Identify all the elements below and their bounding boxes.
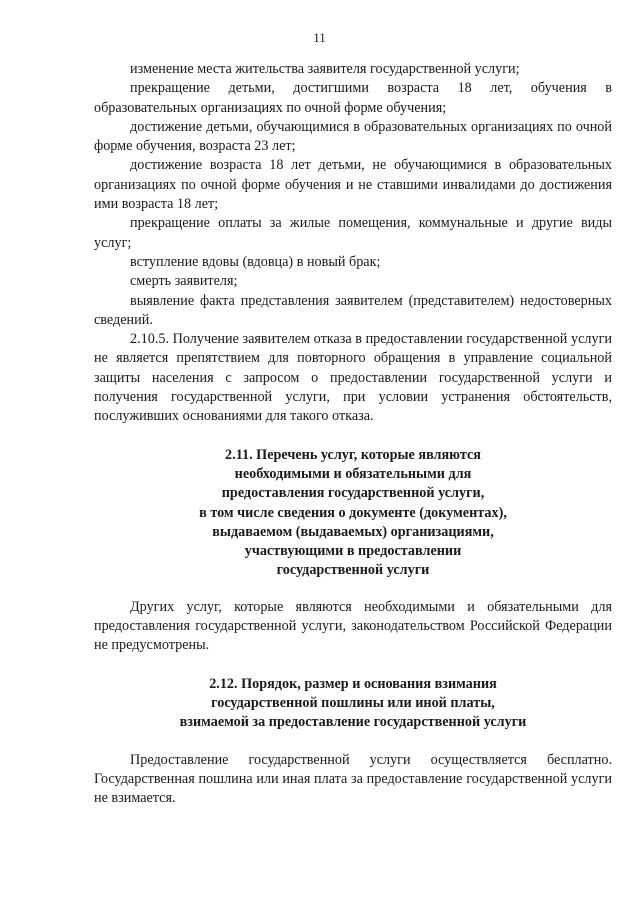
heading-line: 2.11. Перечень услуг, которые являются [225,446,481,463]
heading-line: взимаемой за предоставление государственной услуги [179,714,527,731]
section-body-2-12: Предоставление государственной услуги осуществляется бесплатно. Государственная пошлина или иная плата за предоставление государственной услуги не взимается. [94,751,612,807]
paragraph: изменение места жительства заявителя государственной услуги; [130,61,520,77]
paragraph: 2.10.5. Получение заявителем отказа в предоставлении государственной услуги не является препятствием для повторного обращения в управление социальной защиты населения с запросом о предоставлении государственной услуги и получения государственной услуги, при условии устранения обстоятельств, послуживших основаниями для такого отказа. [94,331,612,425]
heading-line: 2.12. Порядок, размер и основания взимания [209,675,497,692]
page-number: 11 [313,30,326,45]
heading-line: необходимыми и обязательными для [234,465,472,482]
paragraph: достижение возраста 18 лет детьми, не обучающимися в образовательных организациях по очной форме обучения и не ставшими инвалидами до достижения ими возраста 18 лет; [94,157,612,213]
heading-line: предоставления государственной услуги, [221,485,485,502]
paragraph: прекращение детьми, достигшими возраста 18 лет, обучения в образовательных организациях по очной форме обучения; [94,80,612,116]
section-heading-2-12 [94,675,612,733]
heading-line: государственной пошлины или иной платы, [211,694,495,711]
document-body [94,60,612,808]
paragraph: вступление вдовы (вдовца) в новый брак; [130,253,381,270]
heading-line: в том числе сведения о документе (документах), [199,504,507,521]
heading-line: государственной услуги [276,562,430,579]
paragraph: смерть заявителя; [130,273,238,290]
paragraph: выявление факта представления заявителем (представителем) недостоверных сведений. [94,292,612,328]
paragraph: достижение детьми, обучающимися в образовательных организациях по очной форме обучения, возраста 23 лет; [94,118,612,155]
section-body-2-11: Других услуг, которые являются необходимыми и обязательными для предоставления государственной услуги, законодательством Российской Федерации не предусмотрены. [94,598,612,654]
paragraph: прекращение оплаты за жилые помещения, коммунальные и другие виды услуг; [94,215,612,251]
section-heading-2-11 [94,446,612,581]
heading-line: выдаваемом (выдаваемых) организациями, [212,523,494,540]
heading-line: участвующими в предоставлении [244,543,462,560]
